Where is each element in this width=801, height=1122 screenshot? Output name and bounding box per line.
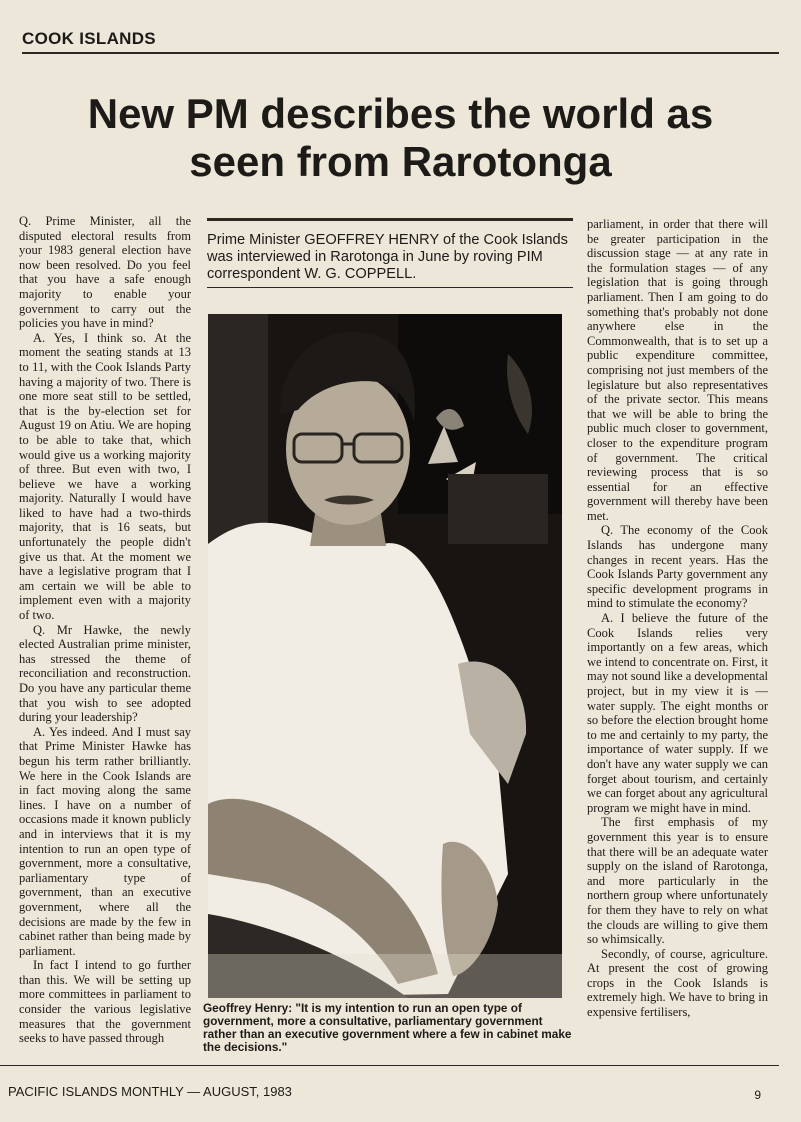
publication-footer: PACIFIC ISLANDS MONTHLY — AUGUST, 1983	[8, 1084, 292, 1099]
paragraph: Secondly, of course, agriculture. At present the cost of growing crops in the Cook Islands is extremely high. We have to bring in expensive fertilisers,	[587, 946, 768, 1020]
paragraph: A. I believe the future of the Cook Islands relies very importantly on a few areas, which we intend to concentrate on. First, it may not sound like a developmental project, but in my view it is — water supply. The eight months or so before the election brought home to me and certainly to my party, the importance of water supply. If we don't have any water supply we can forget about tourism, and certainly we can forget about any agricultural program we might have in mind.	[587, 611, 768, 815]
paragraph: The first emphasis of my government this year is to ensure that there will be an adequate water supply on the island of Rarotonga, and more particularly in the northern group where unfortunately for them they have to rely on what the clouds are willing to give them so whimsically.	[587, 815, 768, 947]
headline-line-2: seen from Rarotonga	[189, 138, 612, 185]
intro-top-rule	[207, 218, 573, 221]
paragraph: A. Yes indeed. And I must say that Prime Minister Hawke has begun his term rather brilliantly. We here in the Cook Islands are in fact moving along the same lines. I have on a number of occasions made it known publicly and in interviews that it is my intention to run an open type of government, more a consultative, parliamentary type of government, than an executive government, where all the decisions are made by the few in cabinet rather than being made by parliament.	[19, 724, 191, 958]
left-column	[19, 214, 191, 1046]
paragraph: In fact I intend to go further than this. We will be setting up more committees in parliament to consider the various legislative measures that the government seeks to have passed through	[19, 958, 191, 1046]
photo-caption: Geoffrey Henry: "It is my intention to run an open type of government, more a consultative, parliamentary government rather than an executive government where a few in cabinet make the decisions."	[203, 1001, 572, 1054]
headline-line-1: New PM describes the world as	[87, 90, 714, 137]
paragraph: parliament, in order that there will be greater participation in the discussion stage — at any rate in the formulation stages — of any legislation that is going through parliament. Then I am going to do something that's probably not done anywhere else in the Commonwealth, that is to set up a public expenditure committee, comprising not just members of the legislature but also representatives of the private sector. This means that we will be able to bring the public much closer to government, closer to the expenditure program of government. The critical reviewing process that is so essential for an effective government will thereby have been met.	[587, 217, 768, 523]
intro-text: Prime Minister GEOFFREY HENRY of the Cook Islands was interviewed in Rarotonga in June by roving PIM correspondent W. G. COPPELL.	[207, 232, 568, 282]
paragraph: Q. Prime Minister, all the disputed electoral results from your 1983 general election have now been resolved. Do you feel that you have a safe enough majority to enable your government to carry out the policies you have in mind?	[19, 214, 191, 331]
header-rule	[22, 52, 779, 54]
portrait-photo	[208, 314, 562, 998]
section-label: COOK ISLANDS	[22, 29, 156, 48]
footer-rule	[0, 1065, 779, 1066]
paragraph: Q. Mr Hawke, the newly elected Australian prime minister, has stressed the theme of reconciliation and reconstruction. Do you have any particular theme that you wish to see adopted during your leadership?	[19, 622, 191, 725]
paragraph: Q. The economy of the Cook Islands has undergone many changes in recent years. Has the Cook Islands Party government any specific development programs in mind to stimulate the economy?	[587, 523, 768, 611]
paragraph: A. Yes, I think so. At the moment the seating stands at 13 to 11, with the Cook Islands Party having a majority of two. There is one more seat still to be settled, that is the by-election set for August 19 on Atiu. We are hoping to be able to take that, which would give us a working majority of three. But even with two, I believe we have a working majority. Naturally I would have liked to have had a two-thirds majority, that is 16 seats, but unfortunately the people didn't give us that. At the moment we have a legislative program that I am certain we will be able to implement even with a majority of two.	[19, 330, 191, 623]
right-column	[587, 217, 768, 1020]
headline	[0, 90, 801, 186]
intro-bottom-rule	[207, 287, 573, 288]
page-number: 9	[754, 1088, 761, 1102]
